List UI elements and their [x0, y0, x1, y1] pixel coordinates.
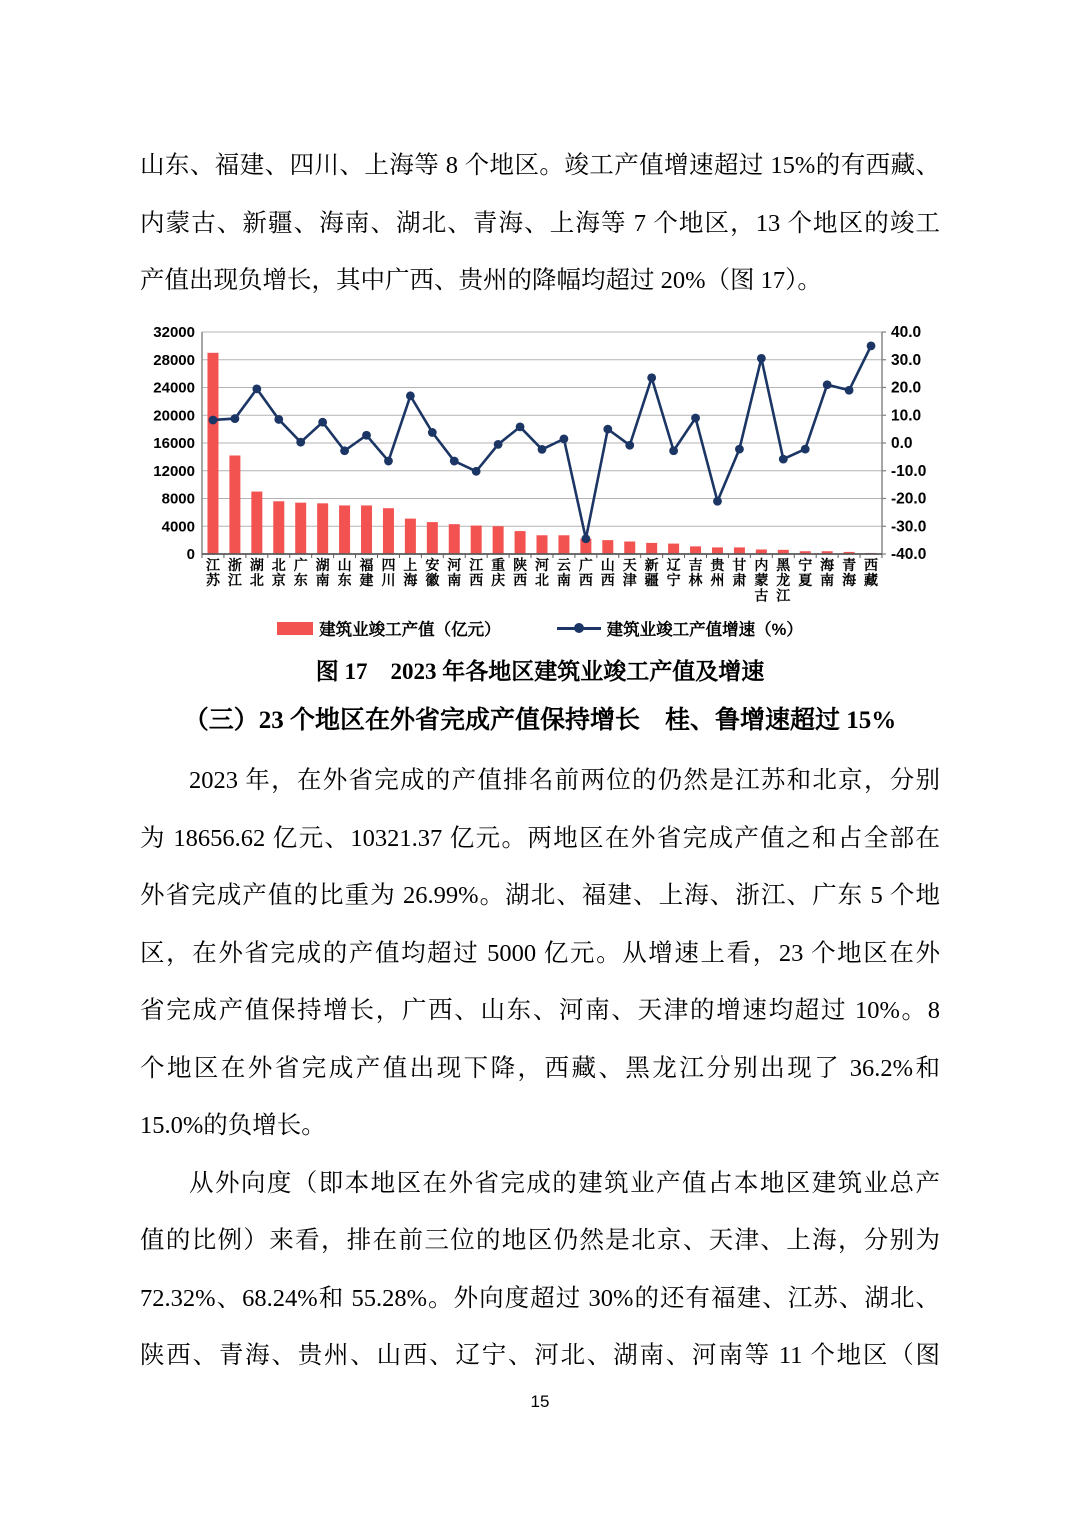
text-line: 为 18656.62 亿元、10321.37 亿元。两地区在外省完成产值之和占全部在 [140, 824, 940, 852]
growth-marker [516, 423, 525, 432]
x-axis-label: 河南 [447, 559, 462, 590]
growth-marker [274, 415, 283, 424]
bar [361, 505, 372, 554]
growth-marker [231, 414, 240, 423]
growth-marker [823, 380, 832, 389]
x-axis-label: 云南 [556, 559, 571, 590]
paragraph-3 [140, 1155, 940, 1385]
bar [251, 492, 262, 554]
growth-marker [472, 467, 481, 476]
x-axis-label: 北京 [271, 559, 286, 590]
right-axis-tick-label: 10.0 [891, 407, 922, 425]
left-axis-tick-label: 20000 [153, 407, 195, 425]
bar [295, 503, 306, 554]
right-axis-tick-label: 0.0 [891, 435, 913, 452]
growth-marker [779, 455, 788, 464]
x-axis-label: 江苏 [205, 559, 220, 590]
growth-marker [647, 373, 656, 382]
bar [207, 353, 218, 554]
text-line: 陕西、青海、贵州、山西、辽宁、河北、湖南、河南等 11 个地区（图 [140, 1342, 940, 1369]
left-axis-tick-label: 12000 [153, 462, 195, 480]
left-axis-tick-label: 8000 [161, 490, 195, 508]
x-axis-label: 陕西 [513, 559, 528, 590]
text-line: 区，在外省完成的产值均超过 5000 亿元。从增速上看，23 个地区在外 [140, 939, 940, 967]
bar [734, 547, 745, 554]
growth-marker [209, 416, 218, 425]
x-axis-label: 重庆 [491, 559, 506, 590]
growth-marker [252, 384, 261, 393]
growth-marker [406, 391, 415, 400]
text-line: 山东、福建、四川、上海等 8 个地区。竣工产值增速超过 15%的有西藏、 [140, 152, 940, 179]
x-axis-label: 黑龙江 [776, 559, 791, 605]
growth-marker [450, 457, 459, 466]
paragraph-top [140, 137, 940, 310]
bar [537, 535, 548, 554]
text-line: 从外向度（即本地区在外省完成的建筑业产值占本地区建筑业总产 [189, 1169, 940, 1197]
x-axis-label: 新疆 [644, 559, 659, 590]
x-axis-label: 贵州 [710, 559, 725, 590]
growth-marker [669, 446, 678, 455]
bar [602, 540, 613, 554]
growth-marker [538, 445, 547, 454]
legend-bar-label: 建筑业竣工产值（亿元） [319, 621, 501, 639]
growth-marker [867, 341, 876, 350]
x-axis-label: 浙江 [227, 559, 242, 590]
growth-marker [801, 445, 810, 454]
growth-marker [713, 497, 722, 506]
legend-item-line [557, 616, 803, 640]
x-axis-label: 山东 [337, 559, 352, 590]
text-line: 内蒙古、新疆、海南、湖北、青海、上海等 7 个地区，13 个地区的竣工 [140, 209, 940, 237]
right-axis-tick-label: 20.0 [891, 379, 922, 397]
right-axis-tick-label: -10.0 [891, 462, 927, 480]
left-axis-tick-label: 0 [186, 546, 195, 563]
bar [317, 503, 328, 554]
x-axis-label: 上海 [403, 559, 418, 590]
figure-17 [140, 312, 940, 622]
growth-marker [757, 354, 766, 363]
text-line: 2023 年，在外省完成的产值排名前两位的仍然是江苏和北京，分别 [189, 767, 940, 794]
bar [712, 547, 723, 554]
figure-17-chart [140, 312, 940, 617]
bar [383, 508, 394, 554]
right-axis-tick-label: -30.0 [891, 518, 927, 536]
body-text [140, 752, 940, 1385]
x-axis-label: 福建 [359, 559, 374, 590]
growth-marker [362, 431, 371, 440]
bar [449, 524, 460, 554]
x-axis-label: 内蒙古 [754, 559, 769, 605]
bar [646, 543, 657, 554]
growth-marker [560, 434, 569, 443]
section-heading: （三）23 个地区在外省完成产值保持增长 桂、鲁增速超过 15% [183, 707, 897, 734]
x-axis-label: 安徽 [425, 559, 440, 590]
growth-marker [428, 428, 437, 437]
paragraph-2 [140, 752, 940, 1155]
bar [668, 544, 679, 554]
page-number: 15 [530, 1392, 550, 1411]
x-axis-label: 青海 [842, 559, 857, 590]
x-axis-label: 西藏 [864, 559, 879, 590]
bar [558, 535, 569, 554]
growth-marker [581, 534, 590, 543]
growth-marker [384, 457, 393, 466]
bar [515, 531, 526, 554]
bar [229, 455, 240, 554]
text-line: 72.32%、68.24%和 55.28%。外向度超过 30%的还有福建、江苏、湖北、 [140, 1284, 940, 1312]
growth-marker [603, 425, 612, 434]
growth-marker [318, 418, 327, 427]
legend-line-label: 建筑业竣工产值增速（%） [606, 621, 803, 639]
text-line: 外省完成产值的比重为 26.99%。湖北、福建、上海、浙江、广东 5 个地 [140, 882, 940, 909]
text-line: 15.0%的负增长。 [140, 1112, 326, 1139]
text-line: 值的比例）来看，排在前三位的地区仍然是北京、天津、上海，分别为 [140, 1227, 940, 1254]
bar [471, 526, 482, 554]
bar [405, 519, 416, 554]
growth-marker [845, 386, 854, 395]
right-axis-tick-label: -20.0 [891, 490, 927, 508]
x-axis-label: 甘肃 [732, 559, 747, 590]
bar-series-swatch-icon [277, 622, 313, 635]
growth-line [213, 346, 871, 539]
bar [273, 501, 284, 554]
x-axis-label: 湖北 [249, 559, 264, 590]
text-line: 产值出现负增长，其中广西、贵州的降幅均超过 20%（图 17）。 [140, 267, 822, 294]
growth-marker [340, 446, 349, 455]
line-series-swatch-icon [557, 622, 601, 635]
figure-caption: 图 17 2023 年各地区建筑业竣工产值及增速 [315, 659, 765, 684]
left-axis-tick-label: 24000 [153, 379, 195, 397]
left-axis-tick-label: 28000 [153, 351, 195, 369]
bar [427, 522, 438, 554]
right-axis-tick-label: 40.0 [891, 324, 922, 341]
text-line: 省完成产值保持增长，广西、山东、河南、天津的增速均超过 10%。8 [140, 997, 940, 1024]
chart-legend [140, 616, 940, 640]
bar [493, 526, 504, 554]
x-axis-label: 湖南 [315, 559, 330, 590]
x-axis-label: 宁夏 [798, 559, 813, 590]
x-axis-label: 山西 [600, 559, 615, 590]
x-axis-label: 四川 [381, 559, 396, 590]
x-axis-label: 广西 [578, 559, 593, 590]
growth-marker [625, 441, 634, 450]
legend-item-bar [277, 616, 501, 640]
text-line: 个地区在外省完成产值出现下降，西藏、黑龙江分别出现了 36.2%和 [140, 1054, 940, 1082]
left-axis-tick-label: 4000 [161, 518, 195, 536]
growth-marker [296, 438, 305, 447]
growth-marker [735, 445, 744, 454]
left-axis-tick-label: 16000 [153, 435, 195, 452]
x-axis-label: 辽宁 [666, 559, 681, 590]
right-axis-tick-label: 30.0 [891, 351, 922, 369]
x-axis-label: 海南 [820, 559, 835, 590]
x-axis-label: 河北 [535, 559, 549, 590]
bar [624, 542, 635, 554]
x-axis-label: 天津 [622, 559, 637, 590]
x-axis-label: 吉林 [688, 559, 703, 590]
right-axis-tick-label: -40.0 [891, 546, 927, 563]
x-axis-label: 江西 [469, 559, 484, 590]
bar [339, 505, 350, 554]
x-axis-label: 广东 [293, 559, 308, 590]
growth-marker [691, 414, 700, 423]
left-axis-tick-label: 32000 [153, 324, 195, 341]
bar [690, 546, 701, 554]
growth-marker [494, 440, 503, 449]
